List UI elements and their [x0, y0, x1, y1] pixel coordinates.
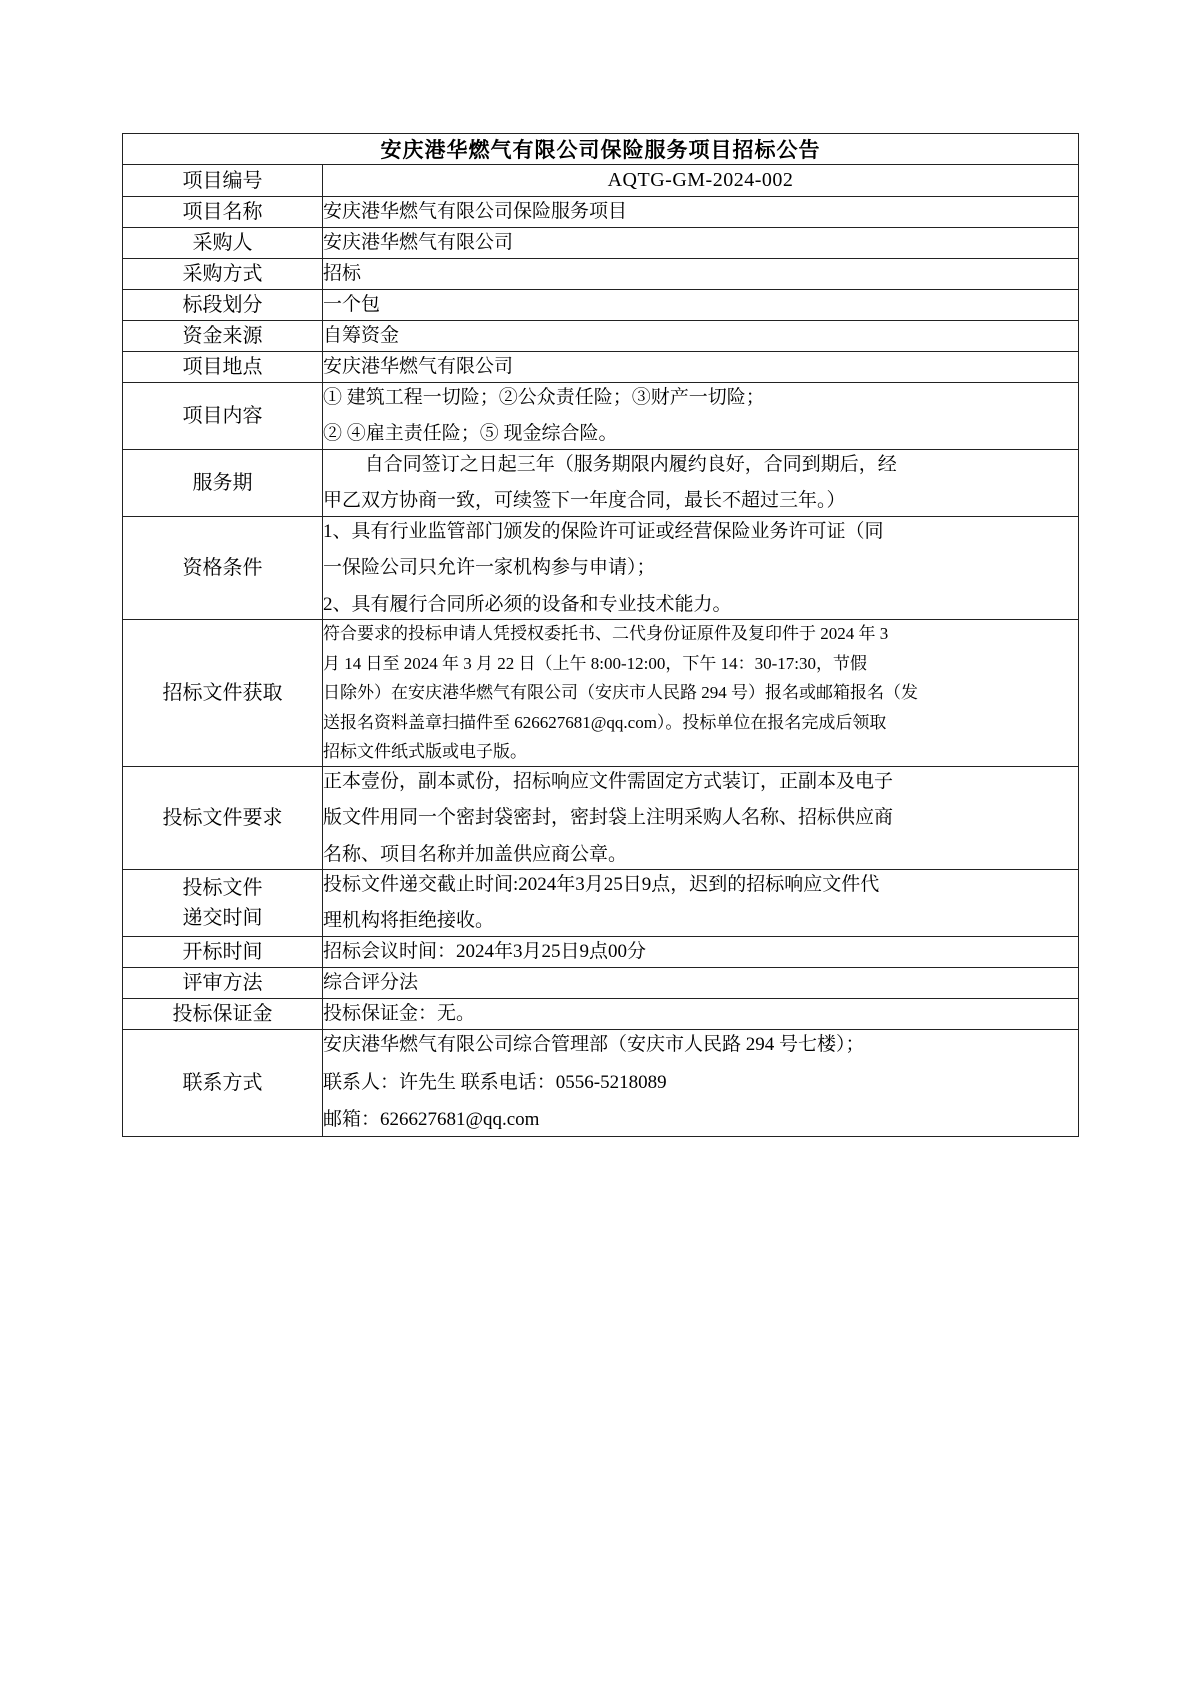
- table-row: [123, 967, 1079, 998]
- table-row: [123, 516, 1079, 619]
- requirements-line-3: 名称、项目名称并加盖供应商公章。: [323, 843, 628, 865]
- row-value-funding-source: 自筹资金: [323, 321, 1079, 352]
- row-label-purchaser: 采购人: [123, 228, 323, 259]
- table-row: [123, 321, 1079, 352]
- table-row: [123, 1029, 1079, 1136]
- row-label-funding-source: 资金来源: [123, 321, 323, 352]
- submission-line-1: 投标文件递交截止时间:2024年3月25日9点，迟到的招标响应文件代: [323, 874, 880, 896]
- row-value-bid-document-requirements: [323, 766, 1079, 869]
- table-row: [123, 766, 1079, 869]
- row-value-submission-time: [323, 870, 1079, 937]
- submission-line-2: 理机构将拒绝接收。: [323, 910, 495, 932]
- contact-line-2: 联系人：许先生 联系电话：0556-5218089: [323, 1071, 667, 1093]
- contact-line-3: 邮箱：626627681@qq.com: [323, 1109, 540, 1131]
- row-value-project-content: [323, 383, 1079, 450]
- acquisition-line-2: 月 14 日至 2024 年 3 月 22 日（上午 8:00-12:00，下午 14：30-17:30，节假: [323, 653, 867, 673]
- contact-line-1: 安庆港华燃气有限公司综合管理部（安庆市人民路 294 号七楼）；: [323, 1033, 865, 1055]
- tender-announcement-table: [122, 133, 1079, 1137]
- row-value-lot-division: 一个包: [323, 290, 1079, 321]
- row-label-bid-opening-time: 开标时间: [123, 936, 323, 967]
- qualifications-line-3: 2、具有履行合同所必须的设备和专业技术能力。: [323, 593, 732, 615]
- row-label-lot-division: 标段划分: [123, 290, 323, 321]
- table-row: [123, 383, 1079, 450]
- row-value-contact: [323, 1029, 1079, 1136]
- table-row: [123, 620, 1079, 767]
- table-row: [123, 870, 1079, 937]
- row-value-qualifications: [323, 516, 1079, 619]
- table-row-title: [123, 134, 1079, 165]
- row-label-project-number: 项目编号: [123, 165, 323, 197]
- row-label-submission-time-line-1: 投标文件: [182, 876, 263, 899]
- row-label-bid-document-requirements: 投标文件要求: [123, 766, 323, 869]
- row-label-project-location: 项目地点: [123, 352, 323, 383]
- row-label-contact: 联系方式: [123, 1029, 323, 1136]
- requirements-line-2: 版文件用同一个密封袋密封，密封袋上注明采购人名称、招标供应商: [323, 807, 894, 829]
- acquisition-line-1: 符合要求的投标申请人凭授权委托书、二代身份证原件及复印件于 2024 年 3: [323, 624, 889, 644]
- row-value-purchase-method: 招标: [323, 259, 1079, 290]
- row-value-project-number: AQTG-GM-2024-002: [323, 165, 1079, 197]
- row-value-bid-opening-time: 招标会议时间：2024年3月25日9点00分: [323, 936, 1079, 967]
- row-label-project-name: 项目名称: [123, 197, 323, 228]
- row-value-project-location: 安庆港华燃气有限公司: [323, 352, 1079, 383]
- table-row: [123, 998, 1079, 1029]
- row-value-evaluation-method: 综合评分法: [323, 967, 1079, 998]
- table-row: [123, 352, 1079, 383]
- row-label-project-content: 项目内容: [123, 383, 323, 450]
- row-value-service-period: [323, 449, 1079, 516]
- table-row: [123, 290, 1079, 321]
- row-label-submission-time: [123, 870, 323, 937]
- row-label-service-period: 服务期: [123, 449, 323, 516]
- row-value-document-acquisition: [323, 620, 1079, 767]
- row-label-document-acquisition: 招标文件获取: [123, 620, 323, 767]
- service-period-line-1: 自合同签订之日起三年（服务期限内履约良好，合同到期后，经: [364, 453, 897, 475]
- row-label-evaluation-method: 评审方法: [123, 967, 323, 998]
- table-row: [123, 197, 1079, 228]
- table-row: [123, 259, 1079, 290]
- acquisition-line-4: 送报名资料盖章扫描件至 626627681@qq.com）。投标单位在报名完成后领取: [323, 712, 887, 732]
- qualifications-line-2: 一保险公司只允许一家机构参与申请）；: [323, 557, 656, 579]
- requirements-line-1: 正本壹份，副本贰份，招标响应文件需固定方式装订，正副本及电子: [323, 770, 894, 792]
- row-value-purchaser: 安庆港华燃气有限公司: [323, 228, 1079, 259]
- qualifications-line-1: 1、具有行业监管部门颁发的保险许可证或经营保险业务许可证（同: [323, 520, 884, 542]
- project-content-line-2: ② ④雇主责任险；⑤ 现金综合险。: [323, 423, 618, 445]
- table-row: [123, 936, 1079, 967]
- table-row: [123, 449, 1079, 516]
- table-row: [123, 165, 1079, 197]
- row-label-bid-bond: 投标保证金: [123, 998, 323, 1029]
- row-value-project-name: 安庆港华燃气有限公司保险服务项目: [323, 197, 1079, 228]
- row-label-purchase-method: 采购方式: [123, 259, 323, 290]
- acquisition-line-3: 日除外）在安庆港华燃气有限公司（安庆市人民路 294 号）报名或邮箱报名（发: [323, 683, 918, 703]
- row-label-submission-time-line-2: 递交时间: [182, 906, 263, 929]
- table-row: [123, 228, 1079, 259]
- row-label-qualifications: 资格条件: [123, 516, 323, 619]
- acquisition-line-5: 招标文件纸式版或电子版。: [323, 742, 527, 762]
- page-title: 安庆港华燃气有限公司保险服务项目招标公告: [123, 134, 1079, 165]
- service-period-line-2: 甲乙双方协商一致，可续签下一年度合同，最长不超过三年。）: [323, 490, 846, 512]
- row-value-bid-bond: 投标保证金：无。: [323, 998, 1079, 1029]
- project-content-line-1: ① 建筑工程一切险；②公众责任险；③财产一切险；: [323, 387, 765, 408]
